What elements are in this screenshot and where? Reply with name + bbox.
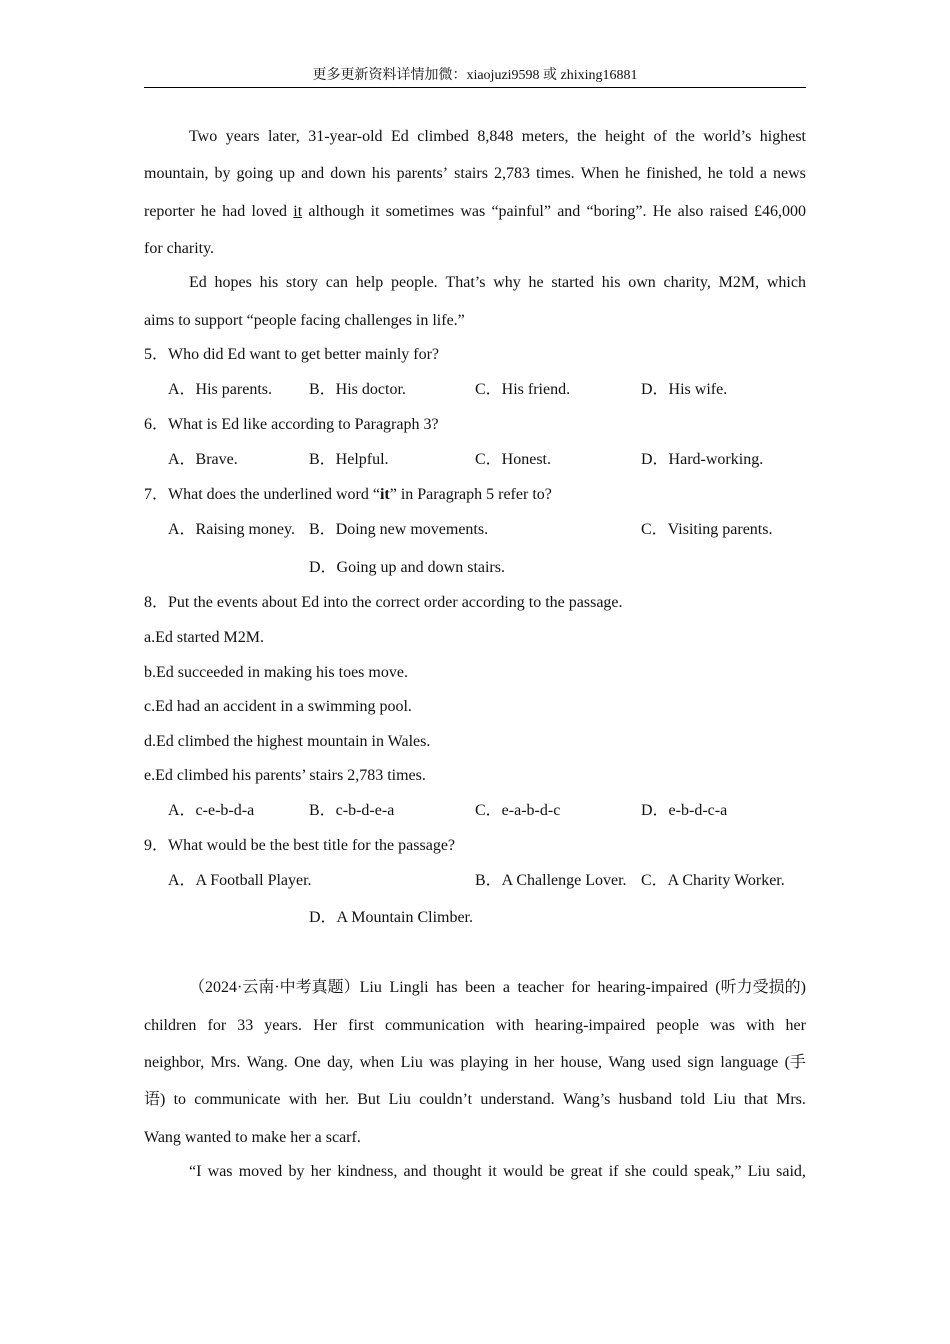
word: Wang’s <box>562 1091 611 1108</box>
word: 8,848 <box>477 128 514 145</box>
page-header: 更多更新资料详情加微：xiaojuzi9598 或 zhixing16881 <box>312 68 638 83</box>
word: his <box>371 165 391 182</box>
word: going <box>236 165 273 182</box>
option-b[interactable]: B．His doctor. <box>309 381 406 398</box>
option-d[interactable]: D．His wife. <box>641 381 728 398</box>
word: Her <box>313 1017 338 1034</box>
word: That’s <box>445 274 486 291</box>
word: up <box>279 165 296 182</box>
word: 语) <box>144 1091 166 1108</box>
word: climbed <box>417 128 469 145</box>
word: hearing-impaired <box>535 1017 646 1034</box>
word: the <box>576 128 597 145</box>
word: used <box>651 1054 681 1071</box>
word: has <box>436 979 458 996</box>
event-item: b.Ed succeeded in making his toes move. <box>144 664 408 681</box>
option-d[interactable]: D．e-b-d-c-a <box>641 802 728 819</box>
word: can <box>325 274 348 291</box>
word: 2,783 <box>493 165 530 182</box>
word: couldn’t <box>419 1091 473 1108</box>
word: a <box>759 165 767 182</box>
option-b[interactable]: B．c-b-d-e-a <box>309 802 395 819</box>
word: with <box>288 1091 318 1108</box>
word: Liu <box>713 1091 736 1108</box>
option-a[interactable]: A．A Football Player. <box>168 872 312 889</box>
event-item: d.Ed climbed the highest mountain in Wales. <box>144 733 431 750</box>
word: if <box>608 1163 619 1180</box>
word: the <box>675 128 695 145</box>
word: M2M, <box>718 274 760 291</box>
word: finished, <box>646 165 702 182</box>
word: But <box>357 1091 381 1108</box>
word: it <box>487 1163 497 1180</box>
word: kindness, <box>337 1163 398 1180</box>
option-a[interactable]: A．Brave. <box>168 451 238 468</box>
word: Liu <box>388 1091 411 1108</box>
word: Ed <box>189 274 207 291</box>
word: hopes <box>214 274 252 291</box>
event-item: c.Ed had an accident in a swimming pool. <box>144 698 412 715</box>
word: “I <box>189 1163 202 1180</box>
word: story <box>286 274 319 291</box>
option-a[interactable]: A．Raising money. <box>168 521 295 538</box>
word: her. <box>325 1091 349 1108</box>
word: years <box>225 128 260 145</box>
word: a <box>502 979 510 996</box>
word: world’s <box>703 128 752 145</box>
passage2-line: Wang wanted to make her a scarf. <box>144 1129 361 1146</box>
option-a[interactable]: A．His parents. <box>168 381 272 398</box>
word: with <box>495 1017 525 1034</box>
word: her <box>785 1017 806 1034</box>
event-item: a.Ed started M2M. <box>144 629 264 646</box>
word: When <box>580 165 619 182</box>
word: hearing-impaired <box>597 979 708 996</box>
word: of <box>653 128 667 145</box>
word: said, <box>776 1163 806 1180</box>
word: highest <box>759 128 806 145</box>
passage1-line <box>189 273 806 293</box>
word: mountain, <box>144 165 209 182</box>
word: years. <box>264 1017 303 1034</box>
word: by <box>288 1163 305 1180</box>
word: told <box>680 1091 706 1108</box>
option-c[interactable]: C．Honest. <box>475 451 552 468</box>
word: her <box>533 1054 555 1071</box>
option-d[interactable]: D．Going up and down stairs. <box>309 559 505 576</box>
question-stem: 9．What would be the best title for the passage? <box>144 837 456 854</box>
word: meters, <box>521 128 569 145</box>
word: and <box>403 1163 427 1180</box>
word: day, <box>327 1054 354 1071</box>
word: she <box>624 1163 647 1180</box>
underlined-it: it <box>293 203 303 220</box>
word: (手 <box>784 1054 806 1071</box>
word: to <box>173 1091 187 1108</box>
word: Ed <box>391 128 409 145</box>
question-stem: 7．What does the underlined word “it” in Paragraph 5 refer to? <box>144 486 552 503</box>
word: communication <box>384 1017 485 1034</box>
passage1-line: aims to support “people facing challenges in life.” <box>144 312 465 329</box>
word: times. <box>536 165 575 182</box>
word: people <box>656 1017 699 1034</box>
word: that <box>743 1091 768 1108</box>
word: own <box>628 274 656 291</box>
word: 31-year-old <box>308 128 383 145</box>
passage2-line <box>144 1053 806 1073</box>
word: Wang <box>608 1054 646 1071</box>
passage2-line <box>189 1162 806 1182</box>
passage2-line <box>189 978 806 998</box>
option-c[interactable]: C．Visiting parents. <box>641 521 773 538</box>
word: stairs <box>454 165 488 182</box>
option-a[interactable]: A．c-e-b-d-a <box>168 802 255 819</box>
option-b[interactable]: B．Doing new movements. <box>309 521 489 538</box>
word: was <box>429 1054 455 1071</box>
option-c[interactable]: C．A Charity Worker. <box>641 872 785 889</box>
word: his <box>601 274 621 291</box>
word: height <box>604 128 645 145</box>
passage2-line <box>144 1090 806 1110</box>
passage1-line <box>144 164 806 184</box>
event-item: e.Ed climbed his parents’ stairs 2,783 times. <box>144 767 426 784</box>
word: he <box>624 165 641 182</box>
word: told <box>728 165 754 182</box>
word: Mrs. <box>210 1054 241 1071</box>
word: sign <box>687 1054 715 1071</box>
word: could <box>652 1163 688 1180</box>
passage1-line: reporter he had loved it although it sometimes was “painful” and “boring”. He also raised £46,000 <box>144 203 806 220</box>
option-b[interactable]: B．A Challenge Lover. <box>475 872 627 889</box>
word: moved <box>238 1163 283 1180</box>
word: great <box>570 1163 603 1180</box>
word: he <box>707 165 723 182</box>
word: thought <box>432 1163 482 1180</box>
word: later, <box>267 128 300 145</box>
word: help <box>355 274 384 291</box>
passage2-line <box>144 1016 806 1036</box>
word: for <box>571 979 590 996</box>
word: for <box>207 1017 227 1034</box>
word: be <box>549 1163 565 1180</box>
option-c[interactable]: C．e-a-b-d-c <box>475 802 561 819</box>
word: teacher <box>517 979 564 996</box>
passage1-line: for charity. <box>144 240 215 257</box>
word: house, <box>560 1054 602 1071</box>
word: Mrs. <box>776 1091 806 1108</box>
word: news <box>772 165 806 182</box>
word: （2024·云南·中考真题）Liu <box>189 979 382 996</box>
word: Liu <box>400 1054 423 1071</box>
word: started <box>551 274 595 291</box>
word: Liu <box>747 1163 770 1180</box>
question-stem: 5．Who did Ed want to get better mainly for? <box>144 346 440 363</box>
option-c[interactable]: C．His friend. <box>475 381 571 398</box>
word: and <box>301 165 325 182</box>
word: playing <box>460 1054 509 1071</box>
word: would <box>503 1163 544 1180</box>
word: language <box>720 1054 779 1071</box>
word: his <box>259 274 279 291</box>
word: which <box>766 274 806 291</box>
word: her <box>310 1163 332 1180</box>
question-stem: 8．Put the events about Ed into the correct order according to the passage. <box>144 594 623 611</box>
word: when <box>359 1054 395 1071</box>
word: been <box>465 979 496 996</box>
word: people. <box>391 274 438 291</box>
word: why <box>493 274 521 291</box>
word: neighbor, <box>144 1054 205 1071</box>
word: in <box>514 1054 528 1071</box>
word: husband <box>618 1091 672 1108</box>
word: communicate <box>194 1091 281 1108</box>
word: children <box>144 1017 197 1034</box>
option-d[interactable]: D．Hard-working. <box>641 451 764 468</box>
word: Wang. <box>246 1054 288 1071</box>
word: charity, <box>663 274 711 291</box>
word: Two <box>189 128 218 145</box>
word: (听力受损的) <box>715 979 806 996</box>
question-stem: 6．What is Ed like according to Paragraph 3? <box>144 416 439 433</box>
word: Lingli <box>389 979 429 996</box>
word: understand. <box>480 1091 555 1108</box>
word: was <box>710 1017 735 1034</box>
word: with <box>746 1017 775 1034</box>
word: was <box>207 1163 233 1180</box>
option-d[interactable]: D．A Mountain Climber. <box>309 909 474 926</box>
word: One <box>294 1054 321 1071</box>
option-b[interactable]: B．Helpful. <box>309 451 389 468</box>
word: by <box>214 165 231 182</box>
header-rule <box>144 87 806 88</box>
word: first <box>348 1017 374 1034</box>
word: parents’ <box>396 165 449 182</box>
passage1-line <box>189 127 806 147</box>
word: speak,” <box>694 1163 742 1180</box>
word: he <box>528 274 544 291</box>
word: down <box>330 165 366 182</box>
word: 33 <box>237 1017 254 1034</box>
